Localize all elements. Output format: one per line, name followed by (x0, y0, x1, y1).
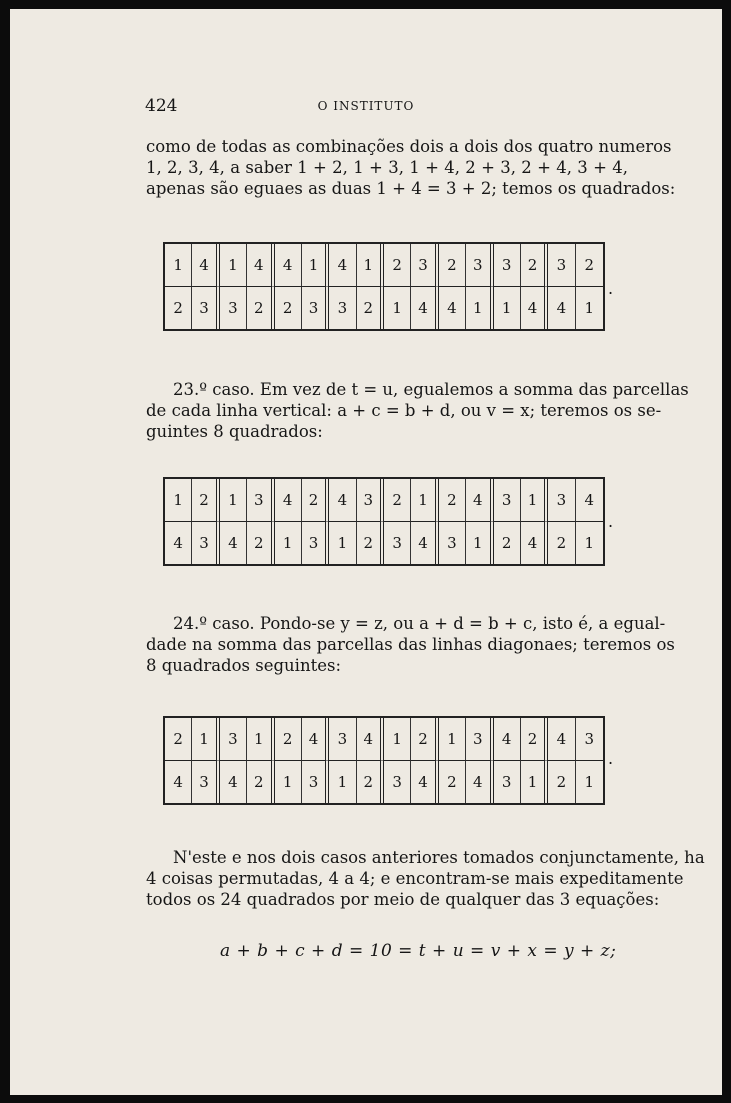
running-title: O INSTITUTO (317, 99, 415, 113)
square-cell: 2 (275, 287, 302, 329)
square-cell: 1 (165, 479, 192, 522)
square-cell: 1 (439, 718, 466, 761)
square-cell: 4 (275, 244, 302, 287)
square-cell: 4 (411, 761, 438, 803)
square-cell: 2 (411, 718, 438, 761)
square-cell: 1 (494, 287, 521, 329)
square-cell: 4 (247, 244, 274, 287)
square-cell: 1 (220, 244, 247, 287)
square-cell: 4 (411, 522, 438, 564)
square-cell: 4 (302, 718, 329, 761)
text-line: 4 coisas permutadas, 4 a 4; e encontram-se mais expeditamente (146, 869, 684, 888)
square-cell: 3 (192, 761, 219, 803)
square-cell: 4 (548, 718, 575, 761)
text-line: 1, 2, 3, 4, a saber 1 + 2, 1 + 3, 1 + 4, 2 + 3, 2 + 4, 3 + 4, (146, 158, 628, 177)
square-cell: 1 (329, 761, 356, 803)
square-cell: 2 (247, 761, 274, 803)
square-cell: 1 (384, 718, 411, 761)
text-line: guintes 8 quadrados: (146, 422, 323, 441)
square-cell: 3 (494, 479, 521, 522)
squares-row-bottom (165, 522, 603, 564)
square-cell: 3 (220, 718, 247, 761)
square-cell: 3 (302, 522, 329, 564)
square-cell: 4 (576, 479, 603, 522)
page-header (10, 96, 722, 120)
square-cell: 2 (247, 287, 274, 329)
square-cell: 1 (357, 244, 384, 287)
squares-row-bottom (165, 761, 603, 803)
square-cell: 2 (521, 718, 548, 761)
final-paragraph (146, 847, 705, 910)
square-cell: 3 (329, 718, 356, 761)
squares-table-2 (163, 477, 605, 566)
square-cell: 1 (466, 287, 493, 329)
square-cell: 1 (584, 773, 595, 791)
text-line: dade na somma das parcellas das linhas diagonaes; teremos os (146, 635, 675, 654)
square-cell: 1 (329, 522, 356, 564)
text-line: todos os 24 quadrados por meio de qualquer das 3 equações: (146, 890, 660, 909)
text-line: N'este e nos dois casos anteriores tomados conjunctamente, ha (173, 848, 705, 867)
square-cell: 2 (548, 761, 575, 803)
square-cell: 3 (466, 244, 493, 287)
squares-row-top (165, 479, 603, 522)
square-cell: 1 (411, 479, 438, 522)
square-cell: 4 (494, 718, 521, 761)
square-cell: 3 (192, 522, 219, 564)
square-cell: 3 (302, 287, 329, 329)
square-cell: 2 (521, 244, 548, 287)
square-cell: 1 (521, 479, 548, 522)
square-cell: 4 (220, 761, 247, 803)
square-cell: 2 (165, 718, 192, 761)
intro-paragraph (146, 136, 676, 199)
square-cell: 1 (302, 244, 329, 287)
book-page (10, 9, 722, 1095)
square-cell: 1 (584, 534, 595, 552)
square-cell: 4 (192, 244, 219, 287)
square-cell: 3 (357, 479, 384, 522)
squares-row-top (165, 718, 603, 761)
square-cell: 4 (329, 244, 356, 287)
square-cell: 2 (357, 522, 384, 564)
square-cell: 2 (302, 479, 329, 522)
square-cell: 3 (494, 244, 521, 287)
square-cell: 3 (576, 718, 603, 761)
square-cell: 3 (411, 244, 438, 287)
square-cell: 2 (275, 718, 302, 761)
square-cell: 1 (192, 718, 219, 761)
square-cell: 4 (466, 479, 493, 522)
square-cell: 4 (329, 479, 356, 522)
square-cell: 2 (247, 522, 274, 564)
square-cell: 2 (192, 479, 219, 522)
square-cell: 4 (521, 522, 548, 564)
square-cell: 3 (548, 244, 575, 287)
text-line: de cada linha vertical: a + c = b + d, ou v = x; teremos os se- (146, 401, 662, 420)
table-terminator: . (608, 279, 614, 298)
square-cell: 4 (165, 522, 192, 564)
square-cell: 2 (357, 287, 384, 329)
text-line: apenas são eguaes as duas 1 + 4 = 3 + 2; temos os quadrados: (146, 179, 676, 198)
square-cell: 3 (220, 287, 247, 329)
square-cell: 4 (220, 522, 247, 564)
square-cell: 2 (384, 479, 411, 522)
square-cell: 3 (439, 522, 466, 564)
squares-row-bottom (165, 287, 603, 329)
square-cell: 2 (384, 244, 411, 287)
square-cell: 2 (576, 244, 603, 287)
square-cell: 3 (548, 479, 575, 522)
square-cell: 4 (466, 761, 493, 803)
square-cell: 4 (548, 287, 575, 329)
square-cell: 3 (329, 287, 356, 329)
square-cell: 3 (466, 718, 493, 761)
equation: a + b + c + d = 10 = t + u = v + x = y + z; (220, 941, 617, 961)
text-line: 8 quadrados seguintes: (146, 656, 342, 675)
square-cell: 3 (494, 761, 521, 803)
case-24-paragraph (146, 613, 675, 676)
table-terminator: . (608, 512, 614, 531)
square-cell: 1 (165, 244, 192, 287)
text-line: 24.º caso. Pondo-se y = z, ou a + d = b + c, isto é, a egual- (173, 614, 666, 633)
square-cell: 2 (548, 522, 575, 564)
square-cell: 1 (466, 522, 493, 564)
square-cell: 1 (220, 479, 247, 522)
square-cell: 4 (521, 287, 548, 329)
table-terminator: . (608, 749, 614, 768)
page-number: 424 (145, 96, 178, 116)
square-cell: 2 (494, 522, 521, 564)
squares-row-top (165, 244, 603, 287)
square-cell: 3 (384, 522, 411, 564)
text-line: 23.º caso. Em vez de t = u, egualemos a somma das parcellas (173, 380, 689, 399)
square-cell: 4 (275, 479, 302, 522)
square-cell: 2 (357, 761, 384, 803)
square-cell: 2 (165, 287, 192, 329)
square-cell: 3 (302, 761, 329, 803)
square-cell: 1 (275, 761, 302, 803)
square-cell: 3 (247, 479, 274, 522)
square-cell: 1 (247, 718, 274, 761)
square-cell: 2 (439, 244, 466, 287)
square-cell: 3 (192, 287, 219, 329)
square-cell: 3 (384, 761, 411, 803)
square-cell: 4 (411, 287, 438, 329)
square-cell: 4 (357, 718, 384, 761)
square-cell: 1 (584, 299, 595, 317)
square-cell: 1 (521, 761, 548, 803)
squares-table-1 (163, 242, 605, 331)
square-cell: 1 (384, 287, 411, 329)
square-cell: 2 (439, 479, 466, 522)
squares-table-3 (163, 716, 605, 805)
text-line: como de todas as combinações dois a dois dos quatro numeros (146, 137, 672, 156)
square-cell: 2 (439, 761, 466, 803)
case-23-paragraph (146, 379, 689, 442)
square-cell: 4 (439, 287, 466, 329)
square-cell: 4 (165, 761, 192, 803)
square-cell: 1 (275, 522, 302, 564)
